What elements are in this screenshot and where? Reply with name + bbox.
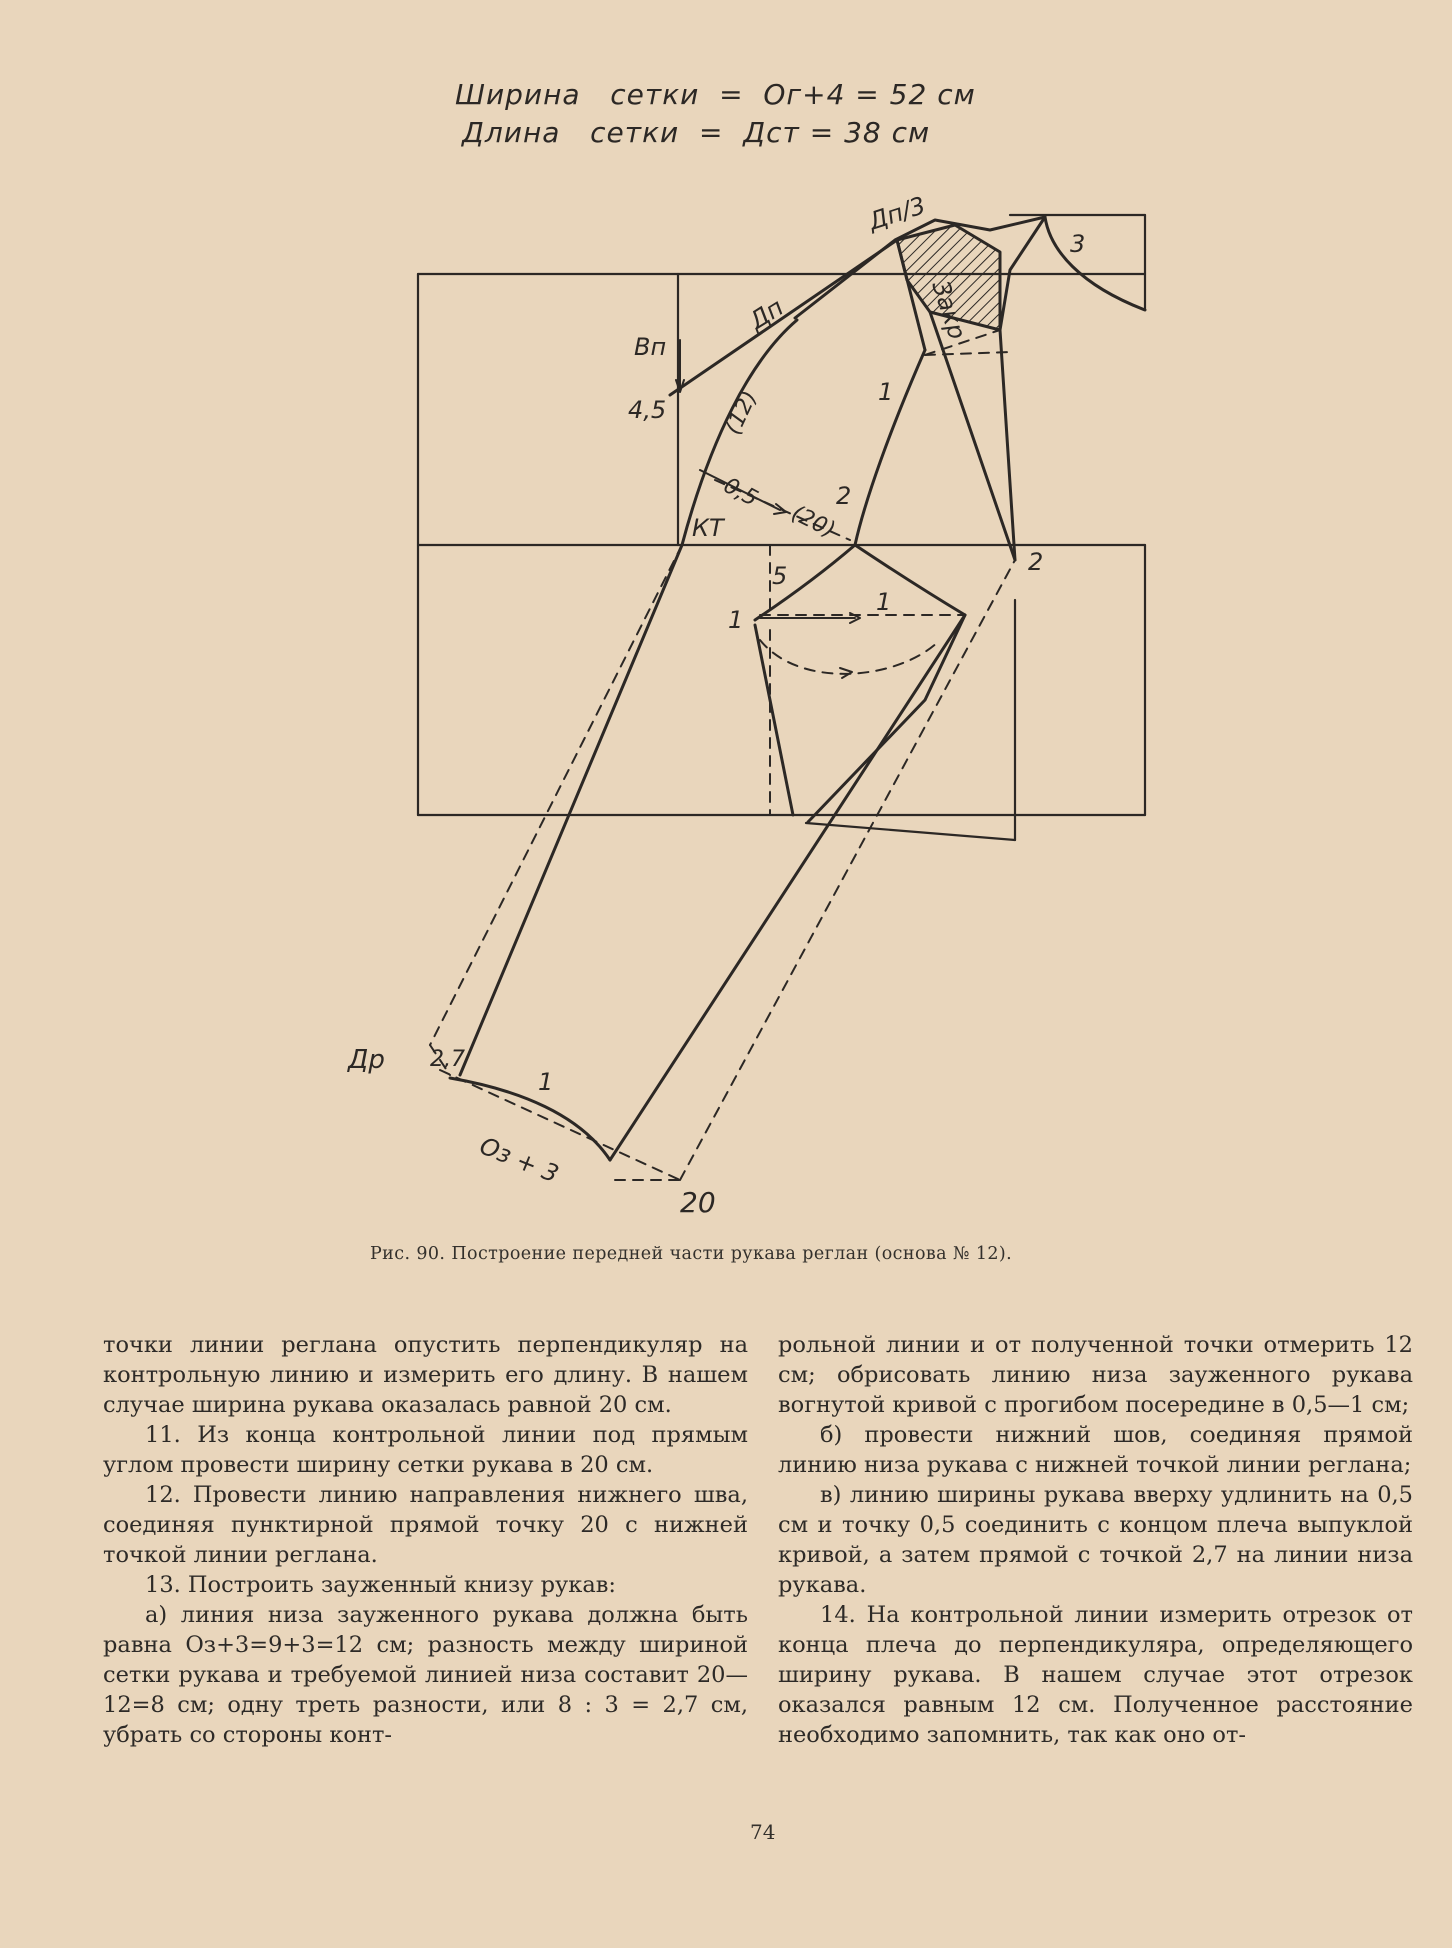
label-two-mid: 2: [836, 482, 852, 510]
label-zakr: Закр: [926, 277, 972, 343]
paragraph: в) линию ширины рукава вверху удлинить на 0,5 см и точку 0,5 соединить с концом плеча выпуклой кривой, а затем прямой с точкой 2,7 на линии низа рукава.: [778, 1482, 1413, 1598]
paragraph: 11. Из конца контрольной линии под прямым углом провести ширину сетки рукава в 20 см.: [103, 1422, 748, 1478]
label-vp: Вп: [634, 333, 667, 361]
label-twenty: 20: [680, 1186, 716, 1219]
dashed-guides: [430, 330, 1015, 1180]
figure-caption: Рис. 90. Построение передней части рукава реглан (основа № 12).: [370, 1244, 1013, 1264]
label-two-right: 2: [1028, 548, 1044, 576]
page-number: 74: [750, 1820, 776, 1844]
label-0-5: 0,5: [719, 473, 762, 512]
label-2-7: 2,7: [430, 1047, 465, 1072]
paragraph: точки линии реглана опустить перпендикуляр на контрольную линию и измерить его длину. В нашем случае ширина рукава оказалась равной 20 см.: [103, 1332, 748, 1418]
label-12: (12): [720, 387, 763, 439]
label-three: 3: [1070, 230, 1086, 258]
paragraph: 12. Провести линию направления нижнего шва, соединяя пунктирной прямой точку 20 с нижней точкой линии реглана.: [103, 1482, 748, 1568]
label-one-top: 1: [878, 378, 894, 406]
label-oz-3: Оз + 3: [475, 1131, 563, 1189]
paragraph: а) линия низа зауженного рукава должна быть равна Оз+3=9+3=12 см; разность между шириной сетки рукава и требуемой линией низа составит 20—12=8 см; одну треть разности, или 8 : 3 = 2,7 см, убрать со стороны конт-: [103, 1602, 748, 1748]
paragraph: 14. На контрольной линии измерить отрезок от конца плеча до перпендикуляра, определяющего ширину рукава. В нашем случае этот отрезок оказался равным 12 см. Полученное расстояние необходимо запомнить, так как оно от-: [778, 1602, 1413, 1748]
grid-width-formula: Ширина сетки = Ог+4 = 52 см: [455, 78, 976, 111]
label-20-paren: (20): [787, 500, 839, 544]
label-dp: Дп: [744, 293, 789, 336]
label-dp3: Дп/3: [865, 191, 929, 236]
grid-length-formula: Длина сетки = Дст = 38 см: [462, 116, 931, 149]
label-five: 5: [772, 562, 788, 590]
label-one-mid: 1: [876, 588, 892, 616]
paragraph: рольной линии и от полученной точки отмерить 12 см; обрисовать линию низа зауженного рукава вогнутой кривой с прогибом посередине в 0,5—1 см;: [778, 1332, 1413, 1418]
text-column-right: [778, 1330, 1413, 1750]
paragraph: 13. Построить зауженный книзу рукав:: [145, 1572, 617, 1598]
paragraph: б) провести нижний шов, соединяя прямой линию низа рукава с нижней точкой линии реглана;: [778, 1422, 1413, 1478]
label-one-bottom: 1: [538, 1068, 554, 1096]
label-dr: Др: [348, 1045, 385, 1075]
label-one-left: 1: [728, 606, 744, 634]
text-column-left: [103, 1330, 748, 1750]
label-kt: КТ: [692, 514, 724, 542]
label-4-5: 4,5: [628, 396, 667, 424]
dimension-arrows: [676, 340, 860, 678]
